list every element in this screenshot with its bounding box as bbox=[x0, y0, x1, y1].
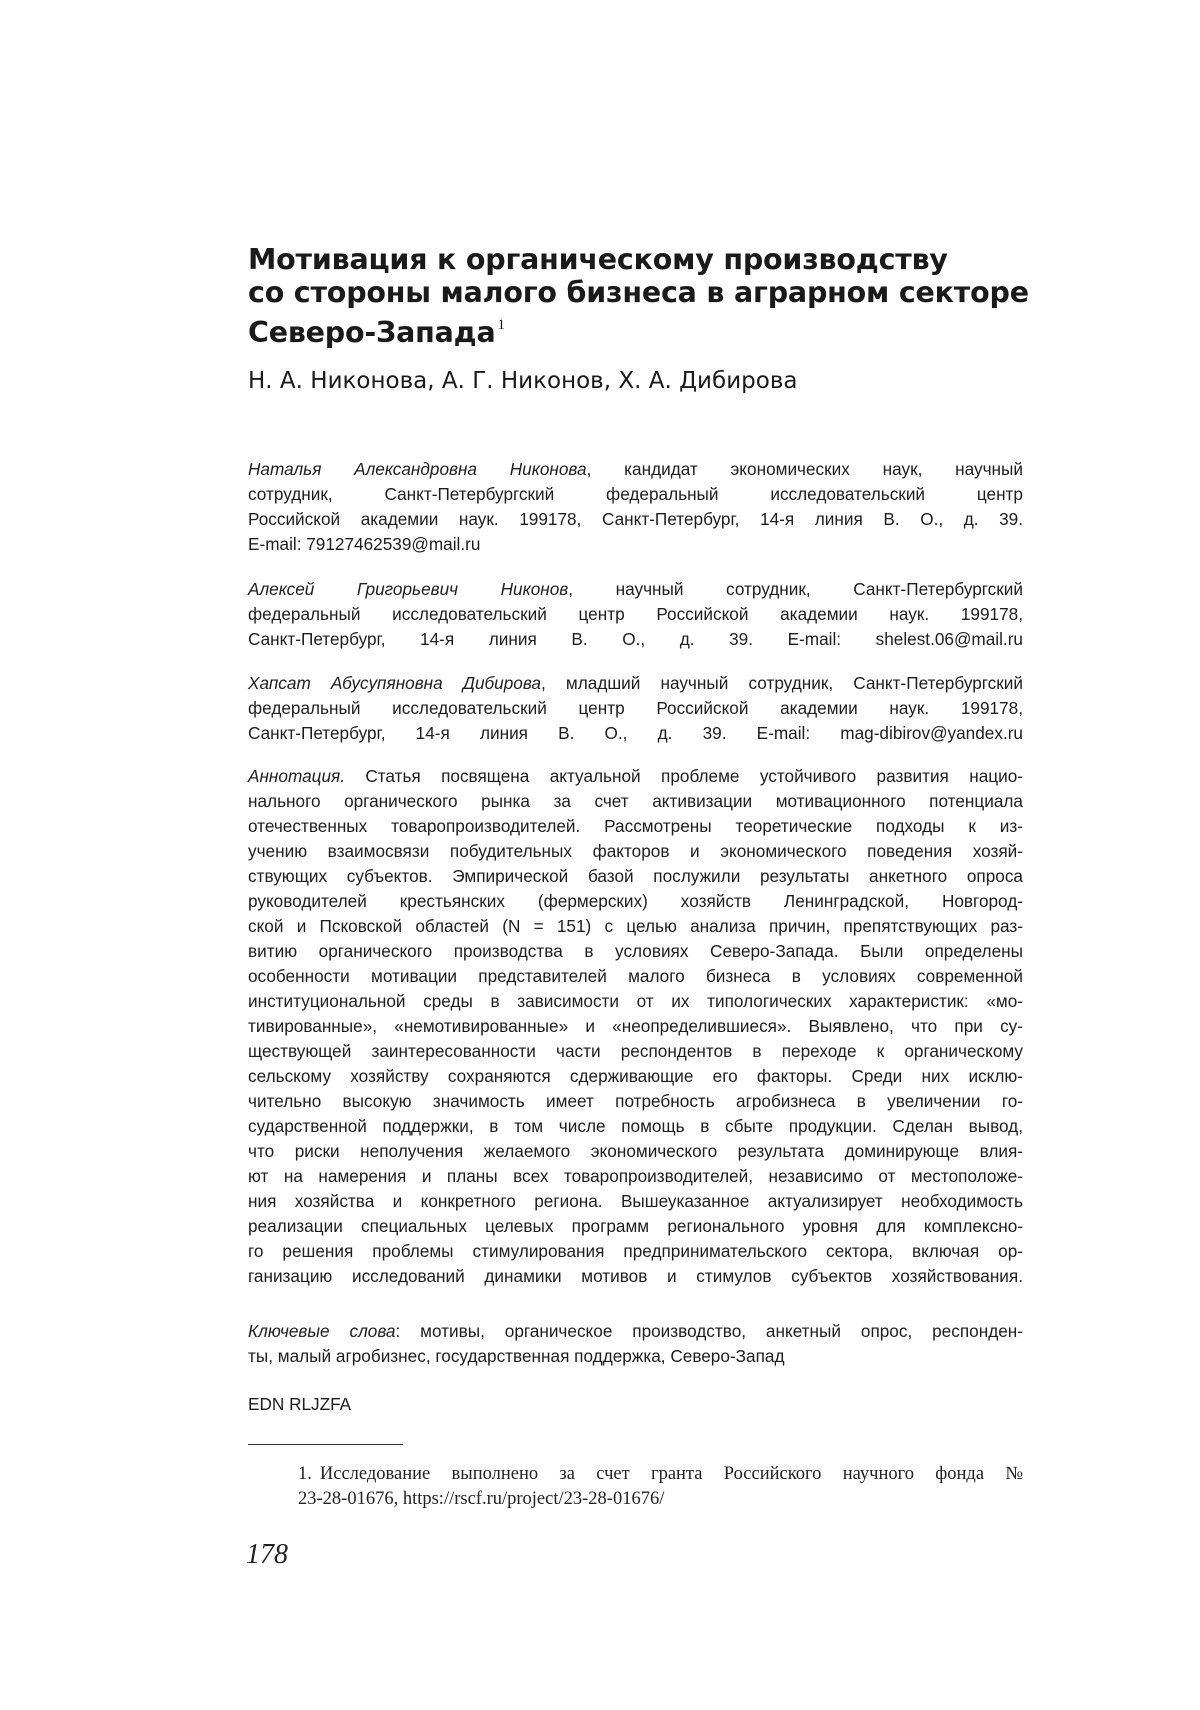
abstract-line: чительно высокую значимость имеет потребность агробизнеса в увеличении го- bbox=[248, 1089, 1023, 1114]
abstract-line: реализации специальных целевых программ регионального уровня для комплексно- bbox=[248, 1214, 1023, 1239]
abstract-line: го решения проблемы стимулирования предпринимательского сектора, включая ор- bbox=[248, 1239, 1023, 1264]
abstract-line bbox=[248, 764, 1023, 789]
affiliation-line bbox=[248, 671, 1023, 696]
article-title bbox=[248, 243, 1028, 349]
title-line: со стороны малого бизнеса в аграрном секторе bbox=[248, 276, 1028, 309]
abstract-line: ствующих субъектов. Эмпирической базой послужили результаты анкетного опроса bbox=[248, 864, 1023, 889]
title-line bbox=[248, 309, 1028, 349]
keywords bbox=[248, 1319, 1023, 1369]
affiliation-email-line[interactable]: Санкт-Петербург, 14-я линия В. О., д. 39. E-mail: mag-dibirov@yandex.ru bbox=[248, 721, 1023, 746]
affiliation-line bbox=[248, 457, 1023, 482]
abstract-line: сельскому хозяйству сохраняются сдерживающие его факторы. Среди них исклю- bbox=[248, 1064, 1023, 1089]
article-authors: Н. А. Никонова, А. Г. Никонов, Х. А. Дибирова bbox=[248, 367, 797, 395]
abstract-line: ния хозяйства и конкретного региона. Вышеуказанное актуализирует необходимость bbox=[248, 1189, 1023, 1214]
abstract-line: что риски неполучения желаемого экономического результата доминирующе влия- bbox=[248, 1139, 1023, 1164]
abstract-line: учению взаимосвязи побудительных факторов и экономического поведения хозяй- bbox=[248, 839, 1023, 864]
affiliation-email-line[interactable]: E-mail: 79127462539@mail.ru bbox=[248, 532, 1023, 557]
affiliation-text: , научный сотрудник, Санкт-Петербургский bbox=[568, 579, 1023, 599]
edn-code: EDN RLJZFA bbox=[248, 1392, 1023, 1417]
author-affiliation-3 bbox=[248, 671, 1023, 746]
author-name: Наталья Александровна Никонова bbox=[248, 459, 587, 479]
abstract-line: институциональной среды в зависимости от их типологических характеристик: «мо- bbox=[248, 989, 1023, 1014]
abstract bbox=[248, 764, 1023, 1289]
affiliation-line: Российской академии наук. 199178, Санкт-Петербург, 14-я линия В. О., д. 39. bbox=[248, 507, 1023, 532]
title-line-text: Северо-Запада bbox=[248, 316, 495, 349]
abstract-line: тивированные», «немотивированные» и «неопределившиеся». Выявлено, что при су- bbox=[248, 1014, 1023, 1039]
abstract-line: ют на намерения и планы всех товаропроизводителей, независимо от местоположе- bbox=[248, 1164, 1023, 1189]
affiliation-line: сотрудник, Санкт-Петербургский федеральный исследовательский центр bbox=[248, 482, 1023, 507]
footnote-link-line[interactable]: 23-28-01676, https://rscf.ru/project/23-28-01676/ bbox=[298, 1487, 1023, 1512]
footnote-text: Исследование выполнено за счет гранта Российского научного фонда № bbox=[320, 1464, 1023, 1484]
affiliation-line: федеральный исследовательский центр Российской академии наук. 199178, bbox=[248, 602, 1023, 627]
article-page bbox=[0, 0, 1200, 1710]
author-affiliation-2 bbox=[248, 577, 1023, 652]
author-name: Алексей Григорьевич Никонов bbox=[248, 579, 568, 599]
affiliation-text: , младший научный сотрудник, Санкт-Петербургский bbox=[541, 673, 1023, 693]
keywords-line bbox=[248, 1319, 1023, 1344]
abstract-line: витию органического производства в условиях Северо-Запада. Были определены bbox=[248, 939, 1023, 964]
author-name: Хапсат Абусупяновна Дибирова bbox=[248, 673, 541, 693]
affiliation-text: , кандидат экономических наук, научный bbox=[587, 459, 1023, 479]
footnote-line bbox=[298, 1462, 1023, 1487]
abstract-line: нального органического рынка за счет активизации мотивационного потенциала bbox=[248, 789, 1023, 814]
abstract-text: Статья посвящена актуальной проблеме устойчивого развития нацио- bbox=[345, 766, 1023, 786]
title-footnote-marker[interactable]: 1 bbox=[497, 317, 504, 333]
keywords-text: : мотивы, органическое производство, анкетный опрос, респонден- bbox=[396, 1321, 1024, 1341]
abstract-line: сударственной поддержки, в том числе помощь в сбыте продукции. Сделан вывод, bbox=[248, 1114, 1023, 1139]
page-number: 178 bbox=[246, 1539, 288, 1571]
affiliation-email-line[interactable]: Санкт-Петербург, 14-я линия В. О., д. 39. E-mail: shelest.06@mail.ru bbox=[248, 627, 1023, 652]
footnote bbox=[298, 1462, 1023, 1512]
abstract-line: ществующей заинтересованности части респондентов в переходе к органическому bbox=[248, 1039, 1023, 1064]
keywords-line: ты, малый агробизнес, государственная поддержка, Северо-Запад bbox=[248, 1344, 1023, 1369]
footnote-number: 1. bbox=[298, 1464, 312, 1484]
abstract-line: отечественных товаропроизводителей. Рассмотрены теоретические подходы к из- bbox=[248, 814, 1023, 839]
footnote-divider bbox=[248, 1444, 403, 1445]
affiliation-line: федеральный исследовательский центр Российской академии наук. 199178, bbox=[248, 696, 1023, 721]
abstract-line: руководителей крестьянских (фермерских) хозяйств Ленинградской, Новгород- bbox=[248, 889, 1023, 914]
author-affiliation-1 bbox=[248, 457, 1023, 557]
abstract-line: ской и Псковской областей (N = 151) с целью анализа причин, препятствующих раз- bbox=[248, 914, 1023, 939]
title-line: Мотивация к органическому производству bbox=[248, 243, 1028, 276]
affiliation-line bbox=[248, 577, 1023, 602]
abstract-line: особенности мотивации представителей малого бизнеса в условиях современной bbox=[248, 964, 1023, 989]
abstract-line: ганизацию исследований динамики мотивов и стимулов субъектов хозяйствования. bbox=[248, 1264, 1023, 1289]
keywords-label: Ключевые слова bbox=[248, 1321, 396, 1341]
abstract-label: Аннотация. bbox=[248, 766, 345, 786]
